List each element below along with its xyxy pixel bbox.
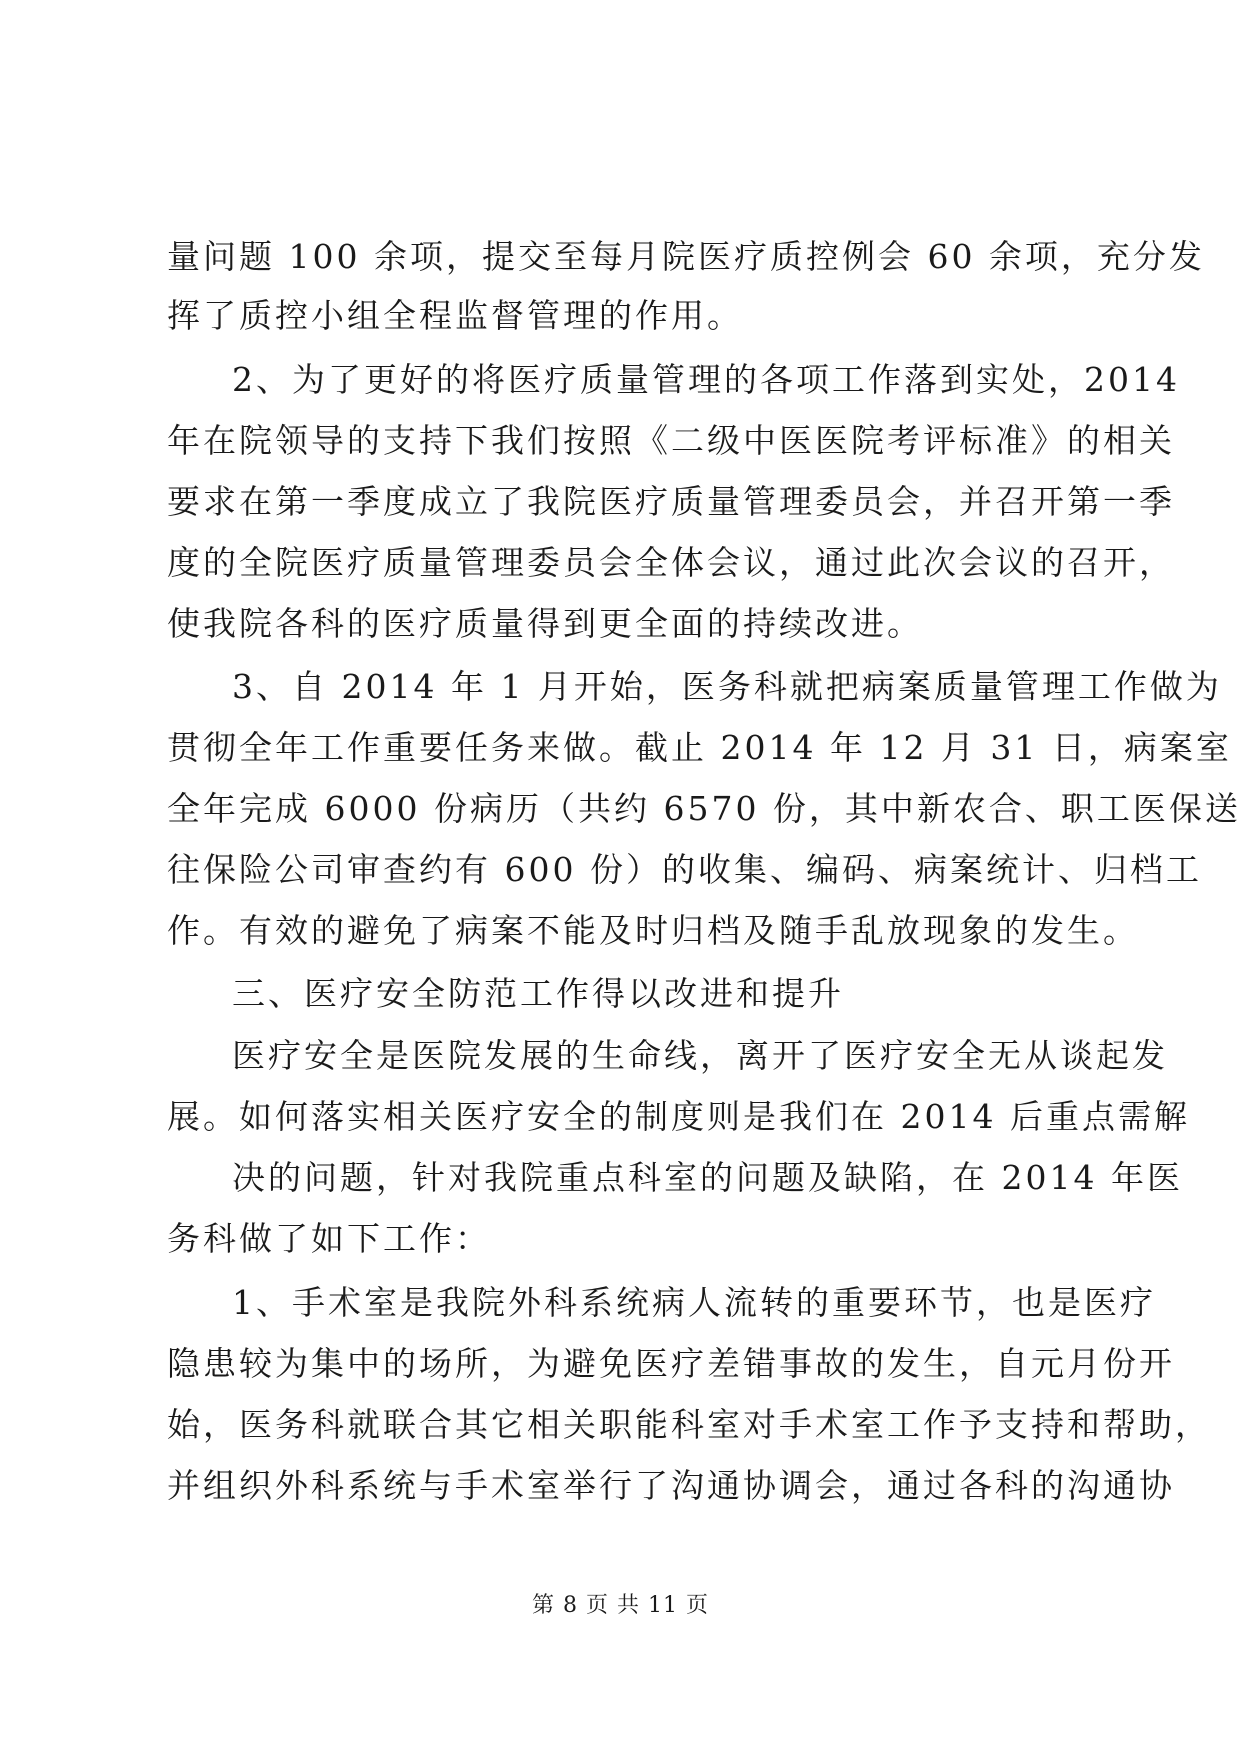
- body-line: 往保险公司审查约有 600 份）的收集、编码、病案统计、归档工: [167, 850, 1202, 889]
- body-line: 始，医务科就联合其它相关职能科室对手术室工作予支持和帮助，: [167, 1405, 1211, 1444]
- body-line: 3、自 2014 年 1 月开始，医务科就把病案质量管理工作做为: [232, 667, 1222, 706]
- body-line: 挥了质控小组全程监督管理的作用。: [167, 296, 743, 335]
- body-line: 量问题 100 余项，提交至每月院医疗质控例会 60 余项，充分发: [167, 237, 1205, 276]
- body-line: 贯彻全年工作重要任务来做。截止 2014 年 12 月 31 日，病案室: [167, 728, 1232, 767]
- body-line: 使我院各科的医疗质量得到更全面的持续改进。: [167, 604, 923, 643]
- body-line: 务科做了如下工作：: [167, 1219, 491, 1258]
- section-heading: 三、医疗安全防范工作得以改进和提升: [232, 974, 844, 1013]
- body-line: 2、为了更好的将医疗质量管理的各项工作落到实处，2014: [232, 360, 1180, 399]
- body-line: 决的问题，针对我院重点科室的问题及缺陷，在 2014 年医: [232, 1158, 1183, 1197]
- body-line: 年在院领导的支持下我们按照《二级中医医院考评标准》的相关: [167, 421, 1175, 460]
- body-line: 度的全院医疗质量管理委员会全体会议，通过此次会议的召开，: [167, 543, 1175, 582]
- body-line: 医疗安全是医院发展的生命线，离开了医疗安全无从谈起发: [232, 1036, 1168, 1075]
- body-line: 展。如何落实相关医疗安全的制度则是我们在 2014 后重点需解: [167, 1097, 1190, 1136]
- body-line: 并组织外科系统与手术室举行了沟通协调会，通过各科的沟通协: [167, 1466, 1175, 1505]
- body-line: 隐患较为集中的场所，为避免医疗差错事故的发生，自元月份开: [167, 1344, 1175, 1383]
- body-line: 作。有效的避免了病案不能及时归档及随手乱放现象的发生。: [167, 911, 1139, 950]
- body-line: 1、手术室是我院外科系统病人流转的重要环节，也是医疗: [232, 1283, 1156, 1322]
- body-line: 要求在第一季度成立了我院医疗质量管理委员会，并召开第一季: [167, 482, 1175, 521]
- body-line: 全年完成 6000 份病历（共约 6570 份，其中新农合、职工医保送: [167, 789, 1241, 828]
- page-footer: 第 8 页 共 11 页: [532, 1593, 709, 1618]
